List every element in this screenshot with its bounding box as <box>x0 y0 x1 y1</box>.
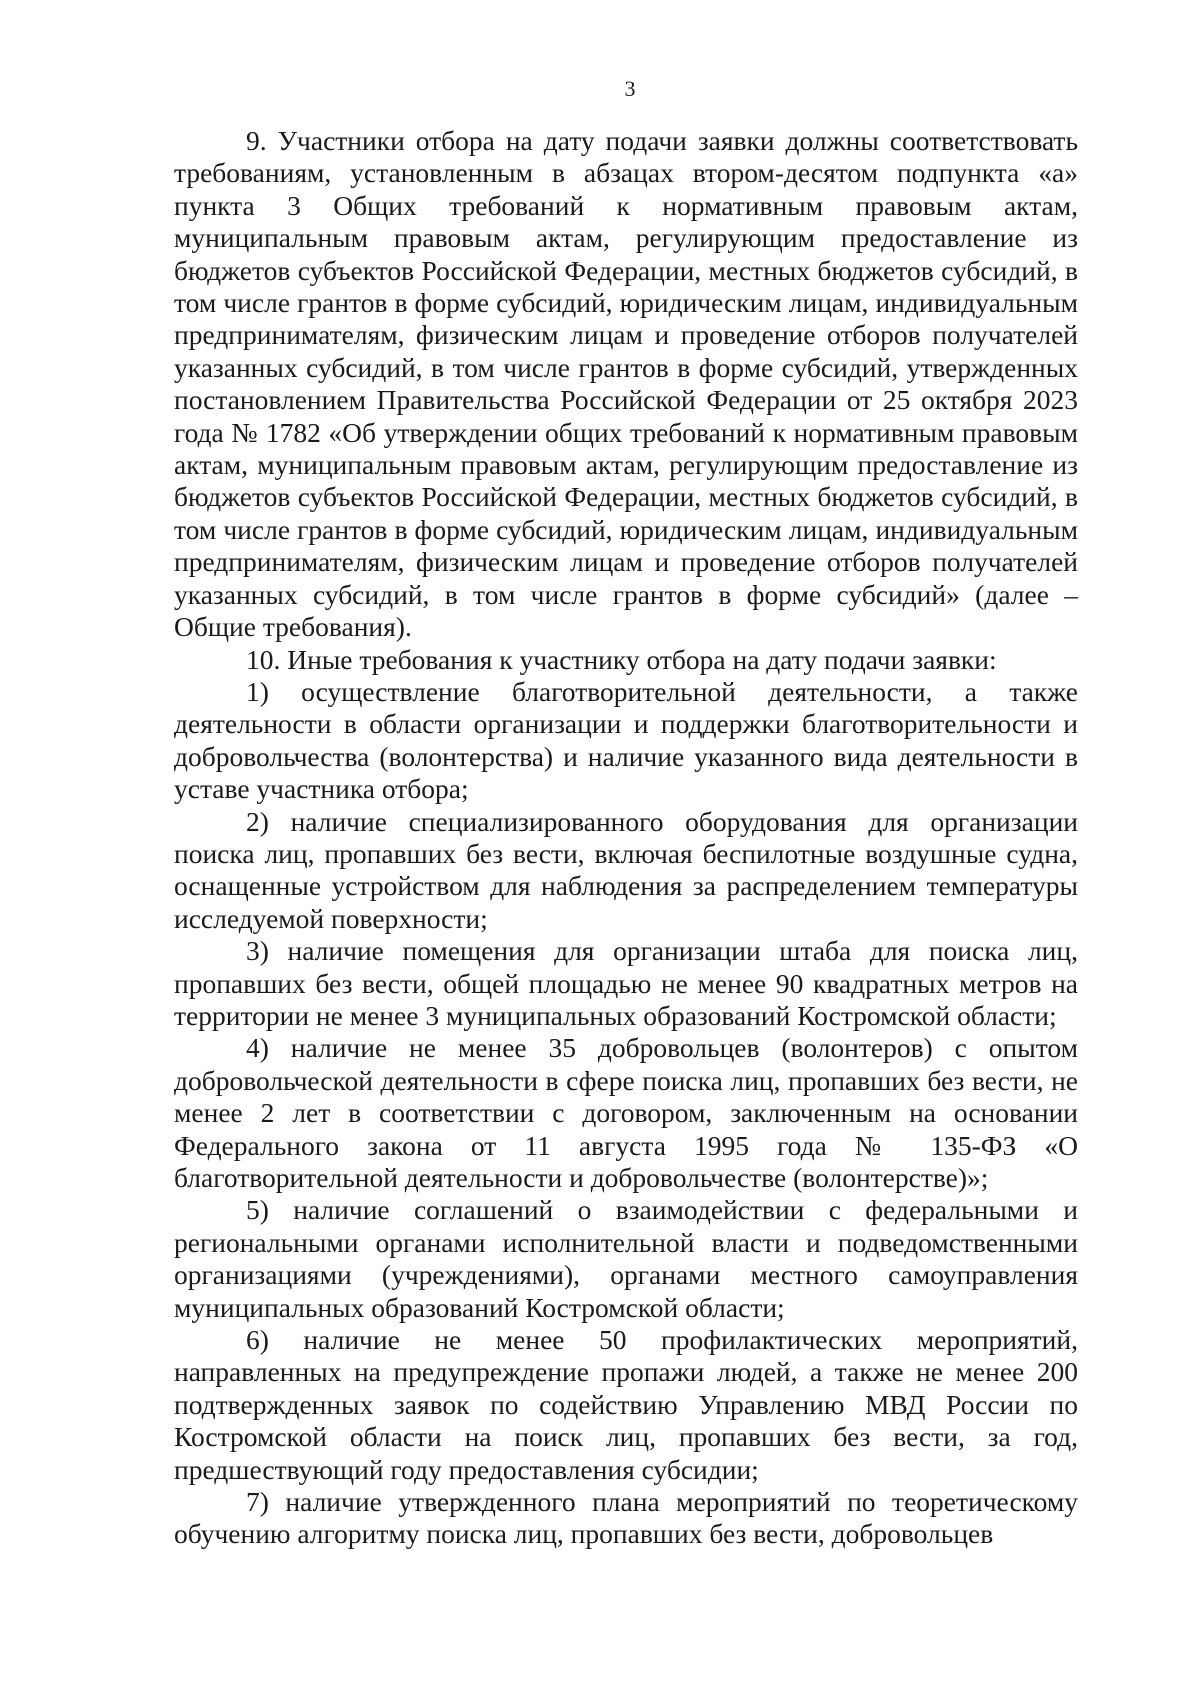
list-item-3: 3) наличие помещения для организации штаба для поиска лиц, пропавших без вести, общей площадью не менее 90 квадратных метров на территории не менее 3 муниципальных образований Костромской области; <box>174 935 1078 1031</box>
list-item-4: 4) наличие не менее 35 добровольцев (волонтеров) с опытом добровольческой деятельности в сфере поиска лиц, пропавших без вести, не менее 2 лет в соответствии с договором, заключенным на основании Федерального закона от 11 августа 1995 года № 135-ФЗ «О благотворительной деятельности и добровольчестве (волонтерстве)»; <box>174 1032 1078 1193</box>
list-item-5: 5) наличие соглашений о взаимодействии с федеральными и региональными органами исполнительной власти и подведомственными организациями (учреждениями), органами местного самоуправления муниципальных образований Костромской области; <box>174 1194 1078 1323</box>
paragraph-9: 9. Участники отбора на дату подачи заявки должны соответствовать требованиям, установленным в абзацах втором-десятом подпункта «а» пункта 3 Общих требований к нормативным правовым актам, муниципальным правовым актам, регулирующим предоставление из бюджетов субъектов Российской Федерации, местных бюджетов субсидий, в том числе грантов в форме субсидий, юридическим лицам, индивидуальным предпринимателям, физическим лицам и проведение отборов получателей указанных субсидий, в том числе грантов в форме субсидий, утвержденных постановлением Правительства Российской Федерации от 25 октября 2023 года № 1782 «Об утверждении общих требований к нормативным правовым актам, муниципальным правовым актам, регулирующим предоставление из бюджетов субъектов Российской Федерации, местных бюджетов субсидий, в том числе грантов в форме субсидий, юридическим лицам, индивидуальным предпринимателям, физическим лицам и проведение отборов получателей указанных субсидий, в том числе грантов в форме субсидий» (далее – Общие требования). <box>174 125 1078 643</box>
list-item-6: 6) наличие не менее 50 профилактических мероприятий, направленных на предупреждение пропажи людей, а также не менее 200 подтвержденных заявок по содействию Управлению МВД России по Костромской области на поиск лиц, пропавших без вести, за год, предшествующий году предоставления субсидии; <box>174 1324 1078 1485</box>
document-body <box>174 125 1078 1551</box>
list-item-1: 1) осуществление благотворительной деятельности, а также деятельности в области организации и поддержки благотворительности и добровольчества (волонтерства) и наличие указанного вида деятельности в уставе участника отбора; <box>174 675 1078 805</box>
paragraph-10: 10. Иные требования к участнику отбора на дату подачи заявки: <box>246 643 997 675</box>
list-item-2: 2) наличие специализированного оборудования для организации поиска лиц, пропавших без вести, включая беспилотные воздушные судна, оснащенные устройством для наблюдения за распределением температуры исследуемой поверхности; <box>174 805 1078 934</box>
list-item-7: 7) наличие утвержденного плана мероприятий по теоретическому обучению алгоритму поиска лиц, пропавших без вести, добровольцев <box>174 1486 1078 1550</box>
page-number: 3 <box>624 76 636 101</box>
